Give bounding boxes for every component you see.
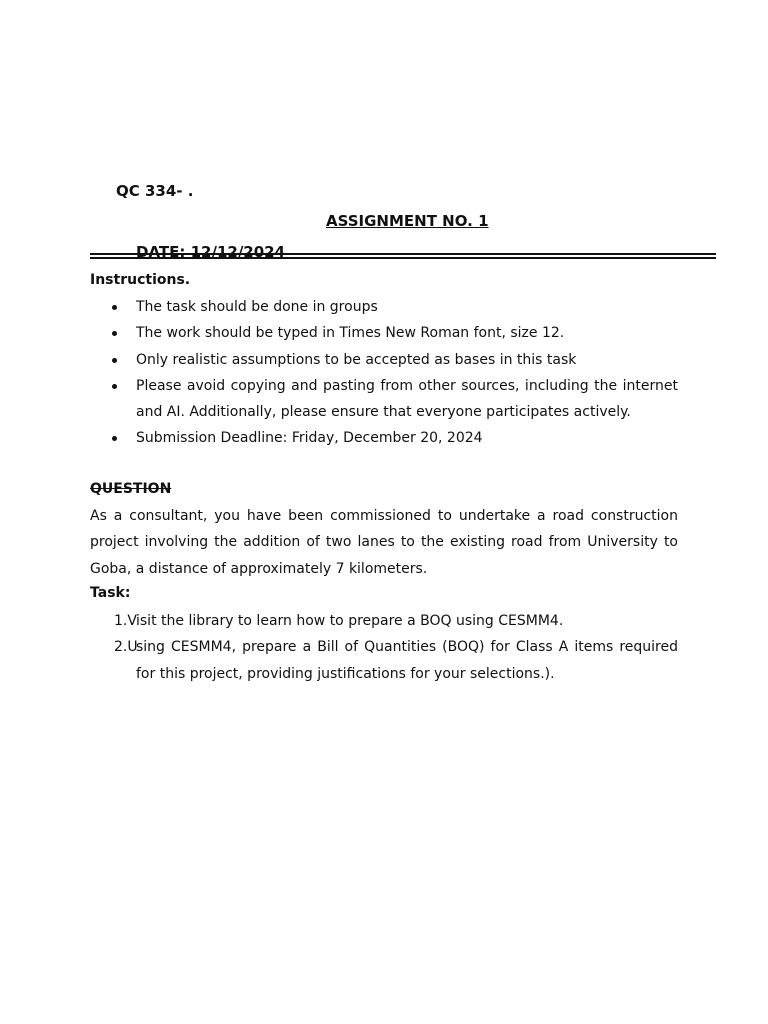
bullet-icon — [112, 305, 117, 310]
list-item: The task should be done in groups — [90, 294, 678, 320]
question-heading: QUESTION — [90, 481, 172, 497]
course-code: QC 334- . — [116, 182, 194, 200]
bullet-icon — [112, 384, 117, 389]
instructions-heading: Instructions. — [90, 272, 191, 288]
assignment-date: DATE: 12/12/2024 — [136, 243, 286, 261]
bullet-icon — [112, 358, 117, 363]
instructions-list — [90, 294, 678, 452]
list-item — [90, 608, 678, 634]
list-item: Submission Deadline: Friday, December 20, 2024 — [90, 425, 678, 451]
list-item: The work should be typed in Times New Roman font, size 12. — [90, 320, 678, 346]
question-text: As a consultant, you have been commissioned to undertake a road construction project involving the addition of two lanes to the existing road from University to Goba, a distance of approximately 7 kilometers. — [90, 508, 678, 577]
bullet-icon — [112, 436, 117, 441]
task-number: 2.U — [114, 639, 138, 656]
task-number: 1.V — [114, 613, 137, 629]
bullet-icon — [112, 331, 117, 336]
task-list — [90, 608, 678, 687]
task-text: sing CESMM4, prepare a Bill of Quantities (BOQ) for Class A items required for this project, providing justifications for your selections.). — [136, 639, 678, 682]
assignment-title: ASSIGNMENT NO. 1 — [326, 212, 489, 230]
list-item — [90, 634, 678, 687]
task-text: isit the library to learn how to prepare a BOQ using CESMM4. — [136, 613, 564, 629]
header-divider — [90, 253, 716, 259]
list-item: Please avoid copying and pasting from other sources, including the internet and AI. Additionally, please ensure that everyone participates actively. — [90, 373, 678, 426]
list-item: Only realistic assumptions to be accepted as bases in this task — [90, 347, 678, 373]
task-heading: Task: — [90, 585, 131, 601]
